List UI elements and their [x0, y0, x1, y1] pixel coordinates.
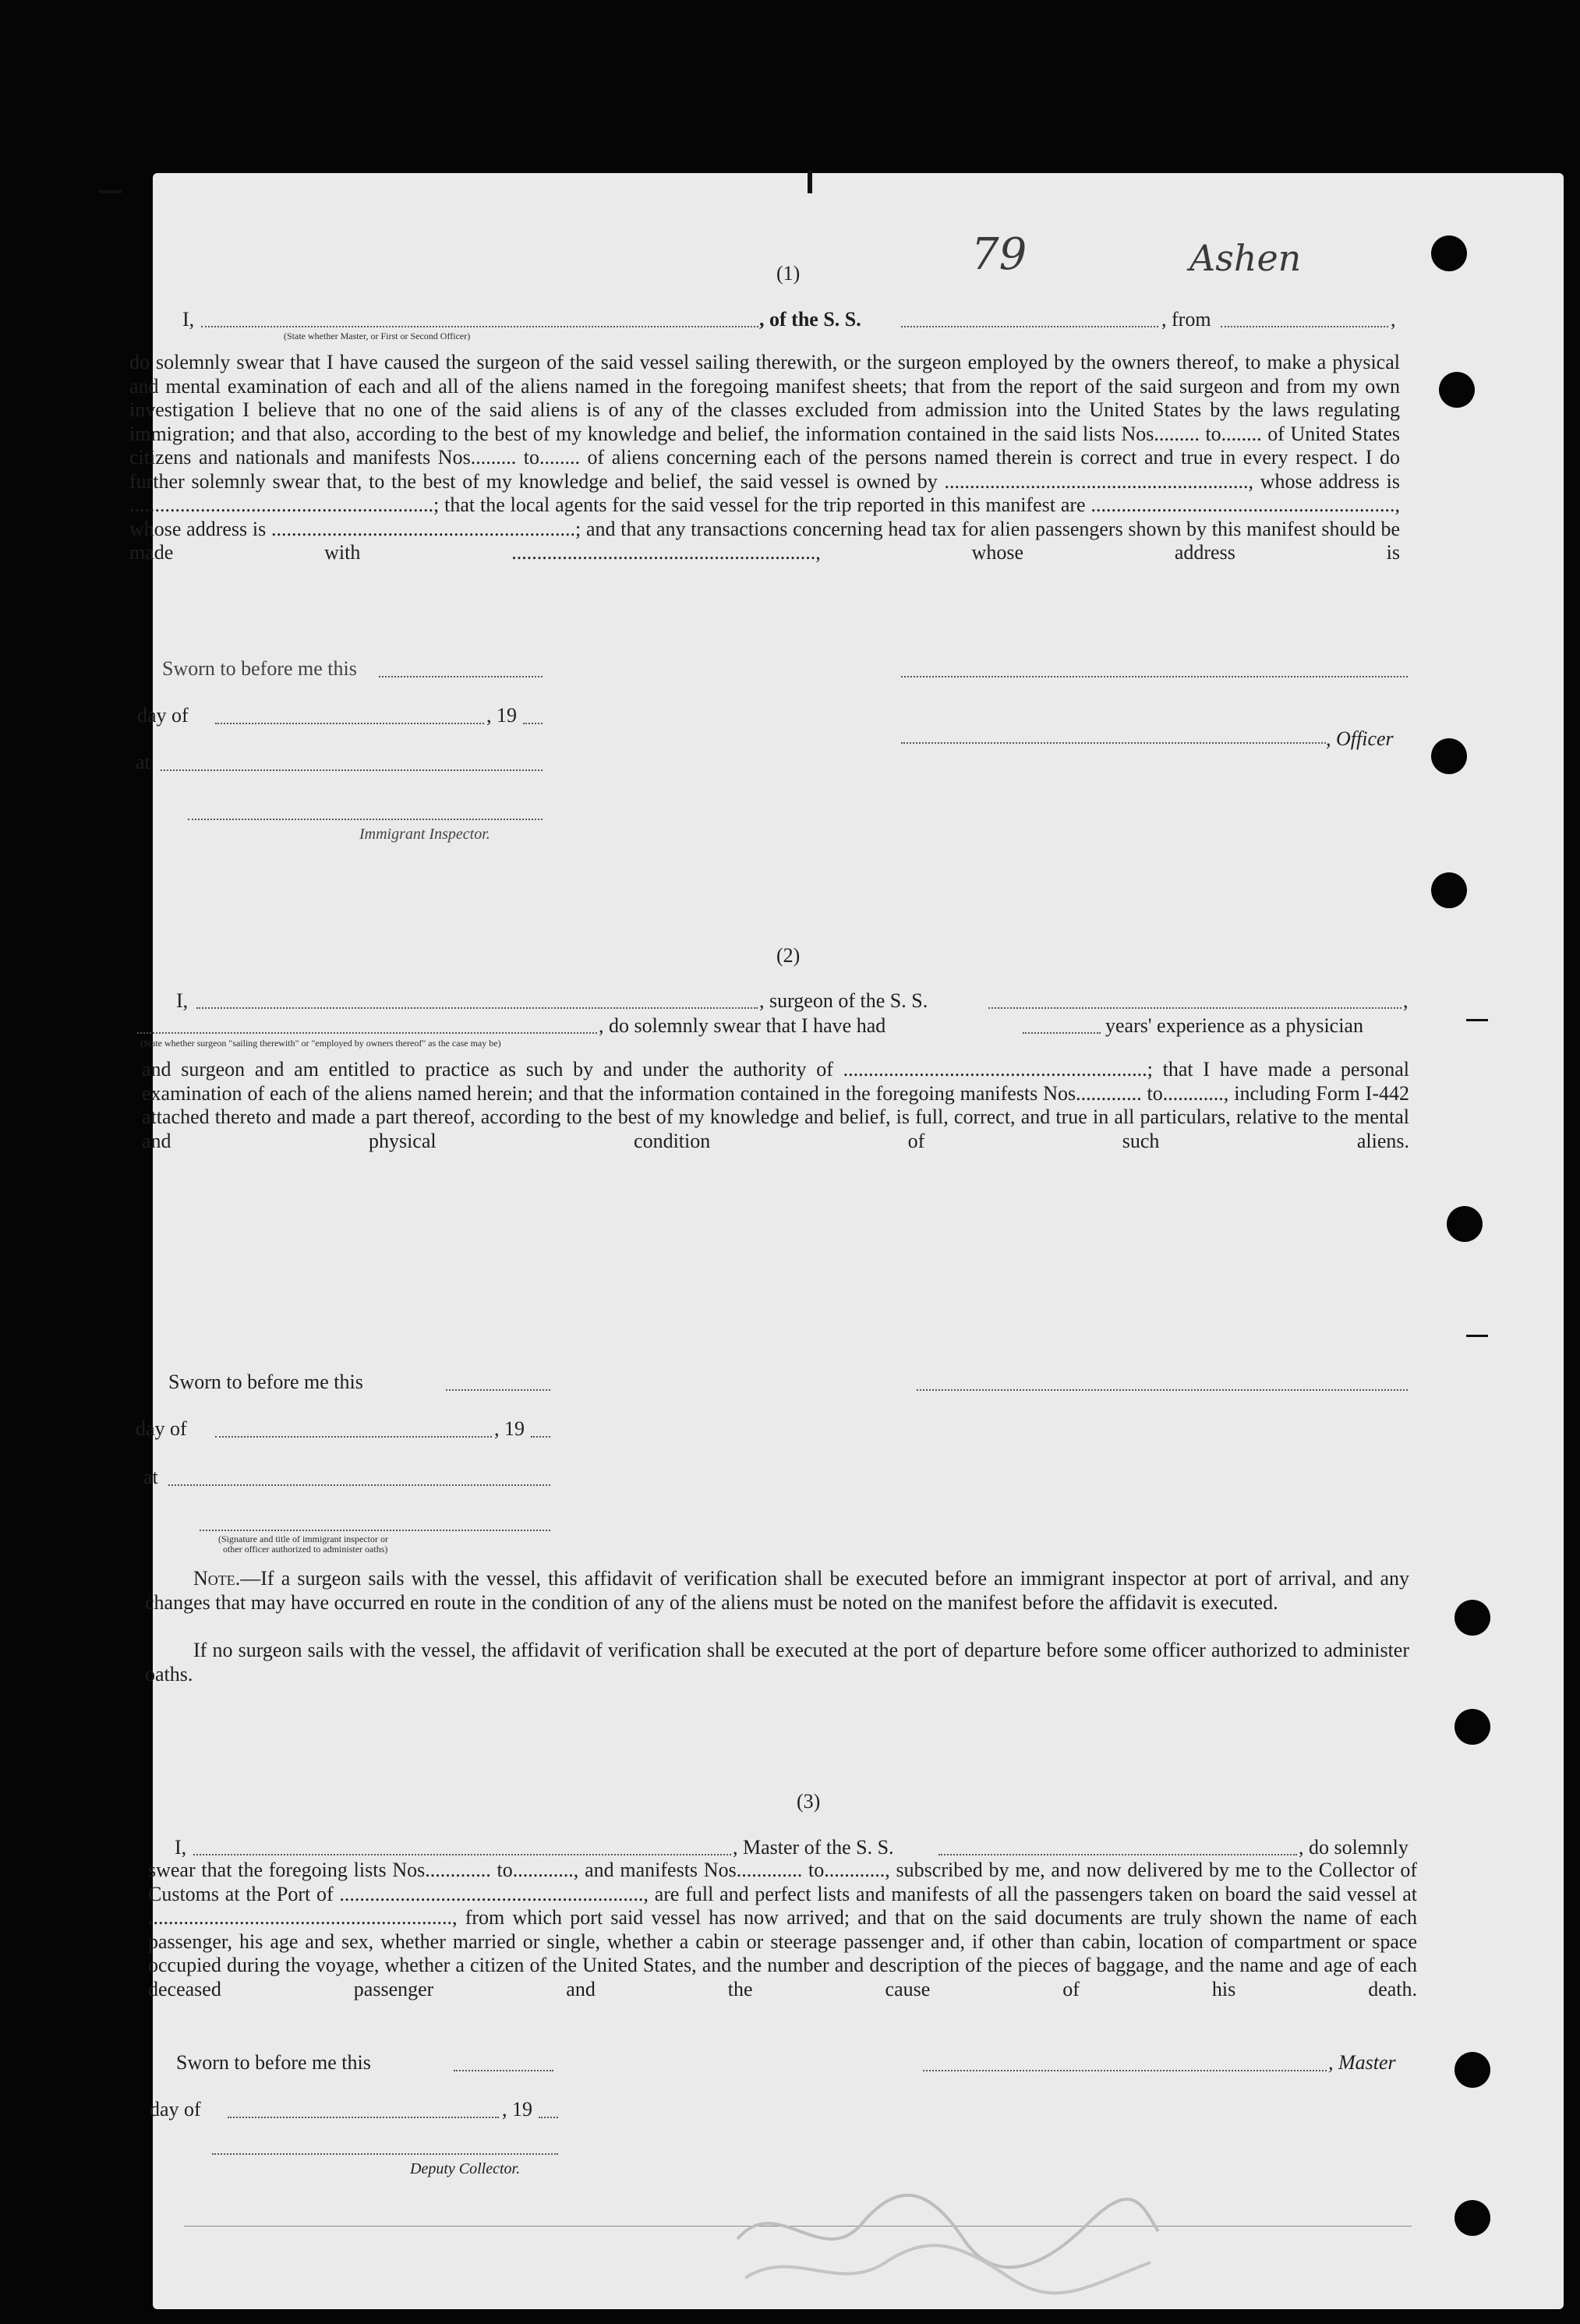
oath-body: swear that the foregoing lists Nos............. to............, and manifests Nos............. to............, subscribed by me, and now delivered by me to the Collector of Customs at the Port of ............................................................, are full and perfect lists and manifests of all the passengers taken on board the said vessel at ............................................................, from which port said vessel has now arrived; and that on the said documents are truly shown the name of each passenger, his age and sex, whether married or single, whether a cabin or steerage passenger and, if other than cabin, location of compartment or space occupied during the voyage, whether a citizen of the United States, and the number and description of the pieces of baggage, and the name and age of each deceased passenger and the cause of his death.: [148, 1859, 1417, 2000]
signature-line: [901, 742, 1326, 744]
blank-line: [1023, 1032, 1101, 1034]
blank-line: [228, 2117, 499, 2118]
at-label: at: [143, 1466, 158, 1488]
blank-line: [901, 326, 1158, 327]
note-label: Note.: [193, 1567, 241, 1590]
swear-label: , do solemnly swear that I have had: [599, 1014, 886, 1037]
blank-line: [215, 1436, 492, 1438]
oath-body: and surgeon and am entitled to practice as such by and under the authority of ............................................................; that I have made a personal examination of each of the aliens named herein; and that the information contained in the foregoing manifests Nos............. to............, including Form I-442 attached thereto and made a part thereof, according to the best of my knowledge and belief, is full, correct, and true in all particulars, relative to the mental and physical condition of such aliens.: [142, 1058, 1409, 1152]
signature-line: [917, 1389, 1408, 1391]
punch-hole: [1431, 738, 1467, 774]
blank-line: [161, 769, 543, 771]
caption: (State whether Master, or First or Second Officer): [284, 331, 471, 341]
day-label: day of: [150, 2098, 201, 2121]
caption: (Signature and title of immigrant inspector or: [218, 1533, 388, 1544]
blank-line: [137, 1032, 597, 1034]
blank-line: [446, 1389, 550, 1391]
note-text: —If a surgeon sails with the vessel, this affidavit of verification shall be executed before an immigrant inspector at port of arrival, and any changes that may have occurred en route in the condition of any of the aliens must be noted on the manifest before the affidavit is executed.: [145, 1567, 1409, 1614]
master-of-label: , Master of the S. S.: [733, 1836, 894, 1859]
punch-hole: [1439, 372, 1475, 408]
oath-prefix: I,: [175, 1836, 187, 1859]
vessel-label: , of the S. S.: [759, 308, 861, 331]
edge-mark: [1466, 1019, 1488, 1021]
blank-line: [215, 723, 484, 724]
sworn-label: Sworn to before me this: [168, 1371, 363, 1393]
blank-line: [201, 326, 758, 327]
signature-line: [212, 2153, 558, 2155]
edge-mark: [808, 170, 812, 193]
edge-mark: [98, 190, 122, 193]
blank-line: [938, 1854, 1297, 1855]
line-end: ,: [1403, 989, 1409, 1012]
punch-hole: [1431, 235, 1467, 271]
signature-line: [200, 1530, 550, 1531]
caption: other officer authorized to administer oaths): [223, 1544, 388, 1555]
years-label: years' experience as a physician: [1105, 1014, 1363, 1037]
blank-line: [196, 1007, 758, 1009]
punch-hole: [1455, 1709, 1490, 1745]
section-number: (1): [776, 262, 801, 285]
day-label: day of: [136, 1417, 187, 1440]
master-label: , Master: [1328, 2051, 1396, 2074]
section-number: (3): [797, 1790, 821, 1813]
note-paragraph: [145, 1567, 1409, 1615]
handwritten-number: 79: [971, 229, 1027, 280]
punch-hole: [1431, 872, 1467, 908]
inspector-label: Immigrant Inspector.: [359, 826, 490, 843]
officer-label: , Officer: [1326, 727, 1394, 750]
day-label: day of: [137, 704, 189, 727]
year-label: , 19: [494, 1417, 525, 1440]
at-label: at: [136, 751, 150, 773]
section-number: (2): [776, 944, 801, 967]
signature-line: [901, 676, 1408, 677]
year-label: , 19: [502, 2098, 532, 2121]
year-label: , 19: [486, 704, 517, 727]
blank-line: [193, 1854, 731, 1855]
blank-line: [523, 723, 543, 724]
punch-hole: [1455, 2200, 1490, 2236]
blank-line: [1221, 326, 1388, 327]
signature-line: [188, 819, 543, 820]
blank-line: [168, 1484, 550, 1486]
line-end: ,: [1391, 308, 1396, 331]
oath-prefix: I,: [182, 308, 195, 331]
sworn-label: Sworn to before me this: [176, 2051, 371, 2074]
sworn-label: Sworn to before me this: [162, 657, 357, 680]
oath-body: do solemnly swear that I have caused the surgeon of the said vessel sailing therewith, or the surgeon employed by the owners thereof, to make a physical and mental examination of each and all of the aliens named in the foregoing manifest sheets; that from the report of the said surgeon and from my own investigation I believe that no one of the said aliens is of any of the classes excluded from admission into the United States by the laws regulating immigration; and that also, according to the best of my knowledge and belief, the information contained in the said lists Nos......... to........ of United States citizens and nationals and manifests Nos......... to........ of aliens concerning each of the persons named therein is correct and true in every respect. I do further solemnly swear that, to the best of my knowledge and belief, the said vessel is owned by ............................................................, whose address is ............................................................; that the local agents for the said vessel for the trip reported in this manifest are ............................................................, whose address is ............................................................; and that any transactions concerning head tax for alien passengers shown by this manifest should be made with ............................................................, whose address is: [129, 351, 1400, 564]
from-label: , from: [1161, 308, 1211, 331]
blank-line: [539, 2117, 558, 2118]
surgeon-label: , surgeon of the S. S.: [759, 989, 928, 1012]
blank-line: [531, 1436, 550, 1438]
deputy-label: Deputy Collector.: [410, 2160, 521, 2177]
blank-line: [454, 2070, 553, 2071]
edge-mark: [1466, 1335, 1488, 1337]
oath-prefix: I,: [176, 989, 189, 1012]
signature-line: [923, 2070, 1327, 2071]
handwritten-scribble: [730, 2177, 1166, 2301]
document-page: [129, 173, 1564, 2309]
handwritten-note: Ashen: [1189, 237, 1302, 279]
blank-line: [988, 1007, 1401, 1009]
punch-hole: [1455, 1600, 1490, 1636]
punch-hole: [1447, 1206, 1483, 1242]
note-paragraph: If no surgeon sails with the vessel, the affidavit of verification shall be executed at the port of departure before some officer authorized to administer oaths.: [145, 1639, 1409, 1686]
punch-hole: [1455, 2052, 1490, 2088]
caption: (State whether surgeon "sailing therewith" or "employed by owners thereof" as the case may be): [140, 1038, 501, 1049]
line-end: , do solemnly: [1299, 1836, 1409, 1859]
blank-line: [379, 676, 543, 677]
